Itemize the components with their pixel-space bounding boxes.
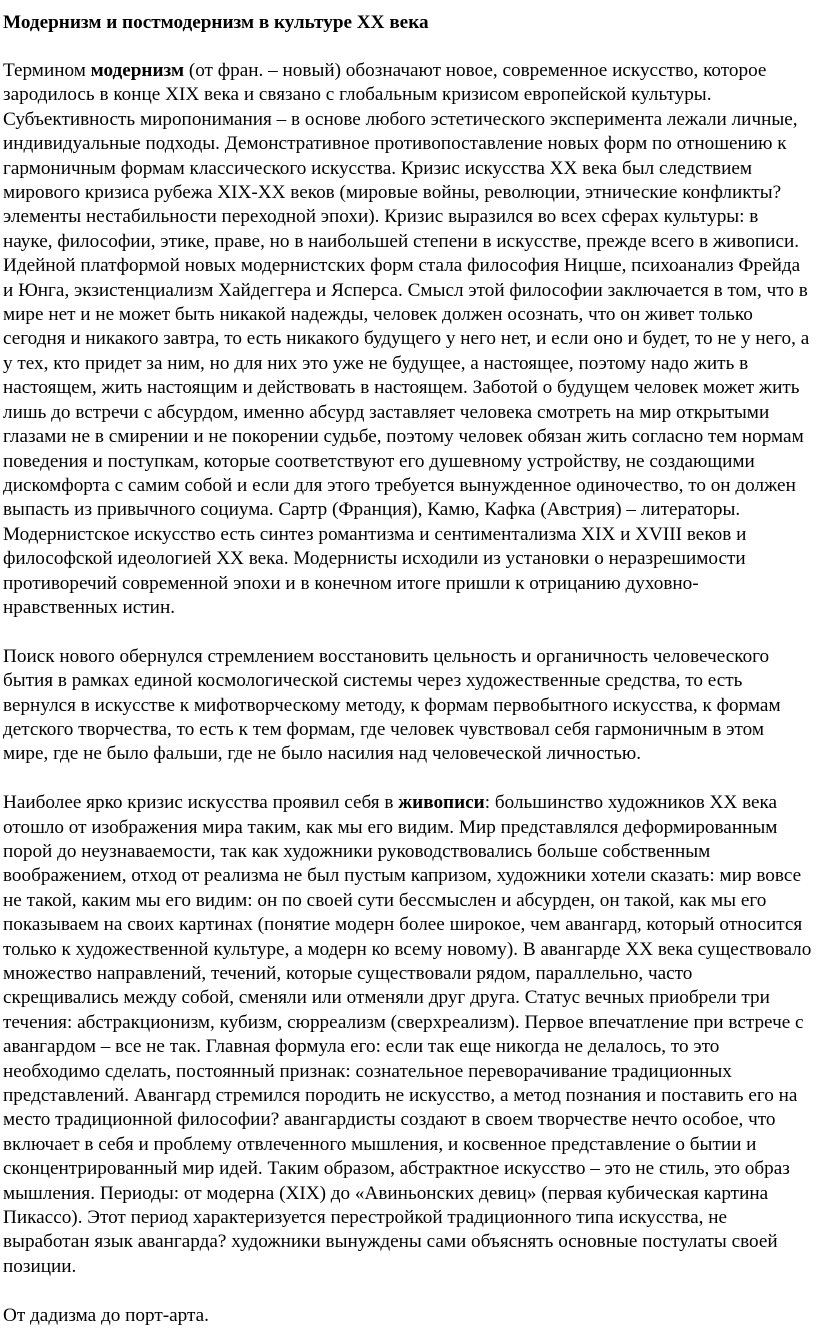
paragraph-text: (от фран. – новый) обозначают новое, современное искусство, которое зародилось в конце XIX века и связано с глобальным кризисом европейской культуры. Субъективность миропонимания – в основе любого эстетического эксперимента лежали личные, индивидуальные подходы. Демонстративное противопоставление новых форм по отношению к гармоничным формам классического искусства. Кризис искусства ХХ века был следствием мирового кризиса рубежа XIX-XX веков (мировые войны, революции, этнические конфликты? элементы нестабильности переходной эпохи). Кризис выразился во всех сферах культуры: в науке, философии, этике, праве, но в наибольшей степени в искусстве, прежде всего в живописи. Идейной платформой новых модернистских форм стала философия Ницше, психоанализ Фрейда и Юнга, экзистенциализм Хайдеггера и Ясперса. Смысл этой философии заключается в том, что в мире нет и не может быть никакой надежды, человек должен осознать, что он живет только сегодня и никакого завтра, то есть никакого будущего у него нет, и если оно и будет, то не у него, а у тех, кто придет за ним, но для них это уже не будущее, а настоящее, поэтому надо жить в настоящем, жить настоящим и действовать в настоящем. Заботой о будущем человек может жить лишь до встречи с абсурдом, именно абсурд заставляет человека смотреть на мир открытыми глазами не в смирении и не покорении судьбе, поэтому человек обязан жить согласно тем нормам поведения и поступкам, которые соответствуют его душевному устройству, не создающими дискомфорта с самим собой и если для этого требуется вынужденное одиночество, то он должен выпасть из привычного социума. Сартр (Франция), Камю, Кафка (Австрия) – литераторы. Модернистское искусство есть синтез романтизма и сентиментализма XIX и XVIII веков и философской идеологией XX века. Модернисты исходили из установки о неразрешимости противоречий современной эпохи и в конечном итоге пришли к отрицанию духовно-нравственных истин. [3, 60, 810, 618]
paragraph-search-for-new: Поиск нового обернулся стремлением восстановить цельность и органичность человеческого бытия в рамках единой космологической системы через художественные средства, то есть вернулся в искусстве к мифотворческому методу, к формам первобытного искусства, к формам детского творчества, то есть к тем формам, где человек чувствовал себя гармоничным в этом мире, где не было фальши, где не было насилия над человеческой личностью. [3, 645, 781, 765]
paragraph-painting-crisis [3, 791, 812, 1279]
paragraph-dadaism: От дадизма до порт-арта. [3, 1304, 209, 1326]
paragraph-text: Наиболее ярко кризис искусства проявил себя в [3, 792, 399, 814]
paragraph-text: Термином [3, 60, 91, 81]
bold-term-painting: живописи [398, 792, 485, 814]
bold-term-modernism: модернизм [90, 60, 185, 81]
paragraph-text: : большинство художников ХХ века отошло от изображения мира таким, как мы его видим. Мир представлялся деформированным порой до неузнаваемости, так как художники руководствовались больше собственным воображением, отход от реализма не был пустым капризом, художники хотели сказать: мир вовсе не такой, каким мы его видим: он по своей сути бессмыслен и абсурден, он такой, как мы его показываем на своих картинах (понятие модерн более широкое, чем авангард, который относится только к художественной культуре, а модерн ко всему новому). В авангарде ХХ века существовало множество направлений, течений, которые существовали рядом, параллельно, часто скрещивались между собой, сменяли или отменяли друг друга. Статус вечных приобрели три течения: абстракционизм, кубизм, сюрреализм (сверхреализм). Первое впечатление при встрече с авангардом – все не так. Главная формула его: если так еще никогда не делалось, то это необходимо сделать, постоянный признак: сознательное переворачивание традиционных представлений. Авангард стремился породить не искусство, а метод познания и поставить его на место традиционной философии? авангардисты создают в своем творчестве нечто особое, что включает в себя и проблему отвлеченного мышления, и косвенное представление о бытии и сконцентрированный мир идей. Таким образом, абстрактное искусство – это не стиль, это образ мышления. Периоды: от модерна (XIX) до «Авиньонских девиц» (первая кубическая картина Пикассо). Этот период характеризуется перестройкой традиционного типа искусства, не выработан язык авангарда? художники вынуждены сами объяснять основные постулаты своей позиции. [3, 792, 812, 1277]
document-title: Модернизм и постмодернизм в культуре ХХ века [3, 12, 429, 33]
paragraph-modernism-definition [3, 59, 812, 620]
